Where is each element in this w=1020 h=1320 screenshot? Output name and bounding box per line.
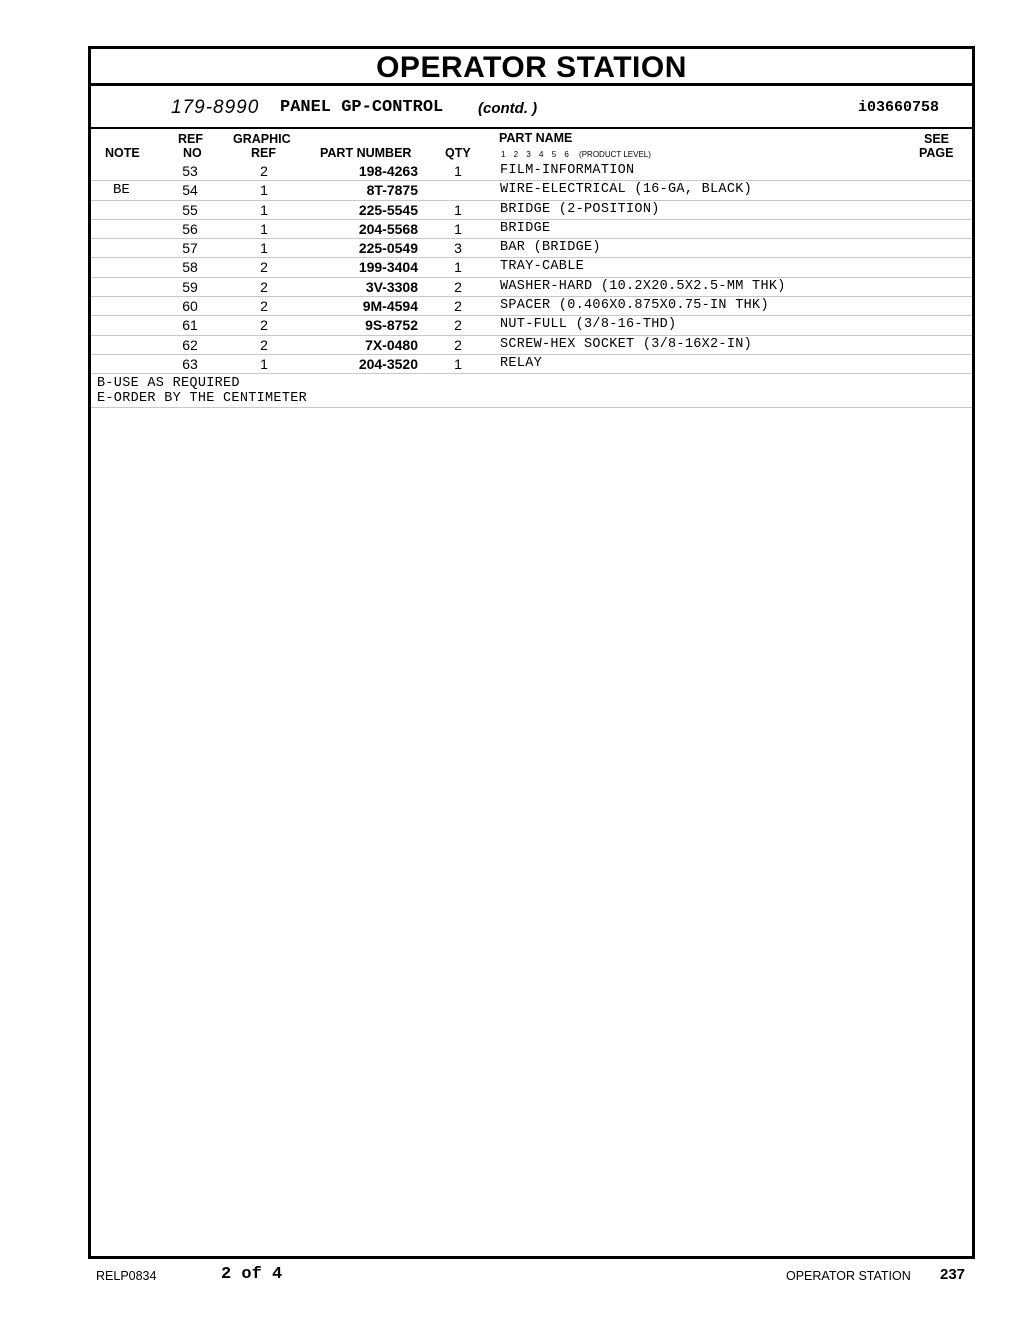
row-graphic-ref: 2 xyxy=(260,317,268,334)
row-part-name: NUT-FULL (3/8-16-THD) xyxy=(500,317,677,333)
row-graphic-ref: 2 xyxy=(260,336,268,353)
col-ref-top: REF xyxy=(178,132,203,146)
row-part-number: 198-4263 xyxy=(358,163,418,179)
row-part-number: 9M-4594 xyxy=(362,298,418,315)
row-graphic-ref: 2 xyxy=(260,259,268,276)
row-ref: 54 xyxy=(182,182,198,199)
row-ref: 58 xyxy=(182,259,198,276)
row-qty: 1 xyxy=(454,163,462,179)
row-ref: 59 xyxy=(182,278,198,295)
row-qty: 2 xyxy=(454,278,462,295)
row-ref: 60 xyxy=(182,298,198,315)
row-part-name: BRIDGE (2-POSITION) xyxy=(500,201,660,217)
row-ref: 62 xyxy=(182,336,198,353)
illustration-id: i03660758 xyxy=(858,99,940,116)
col-graphic-top: GRAPHIC xyxy=(233,132,291,146)
footer-section: OPERATOR STATION xyxy=(786,1269,911,1283)
parts-table xyxy=(91,162,972,408)
row-ref: 56 xyxy=(182,220,198,237)
row-part-number: 204-5568 xyxy=(358,220,418,237)
table-row xyxy=(91,162,972,181)
row-ref: 55 xyxy=(182,201,198,218)
row-part-name: RELAY xyxy=(500,355,543,371)
row-qty: 3 xyxy=(454,240,462,257)
assembly-name: PANEL GP-CONTROL xyxy=(280,98,444,117)
row-part-number: 9S-8752 xyxy=(365,317,418,334)
row-part-name: BAR (BRIDGE) xyxy=(500,240,601,256)
note-e: E-ORDER BY THE CENTIMETER xyxy=(97,391,308,407)
col-see-bottom: PAGE xyxy=(919,146,954,160)
col-part-name: PART NAME xyxy=(499,131,573,145)
page-number: 237 xyxy=(940,1266,966,1283)
row-graphic-ref: 2 xyxy=(260,278,268,295)
col-qty: QTY xyxy=(445,146,471,160)
row-graphic-ref: 1 xyxy=(260,182,268,199)
table-row xyxy=(91,258,972,277)
row-part-name: BRIDGE xyxy=(500,220,551,236)
notes-block xyxy=(91,374,972,408)
row-ref: 63 xyxy=(182,355,198,372)
product-level-label: (PRODUCT LEVEL) xyxy=(579,150,651,159)
table-row xyxy=(91,201,972,220)
row-qty: 2 xyxy=(454,336,462,353)
row-part-number: 8T-7875 xyxy=(366,182,418,199)
row-graphic-ref: 1 xyxy=(260,220,268,237)
row-part-number: 225-5545 xyxy=(358,201,418,218)
row-part-number: 7X-0480 xyxy=(365,336,418,353)
doc-code: RELP0834 xyxy=(96,1269,157,1283)
parts-page-frame xyxy=(88,46,975,1259)
row-graphic-ref: 1 xyxy=(260,355,268,372)
row-part-name: WASHER-HARD (10.2X20.5X2.5-MM THK) xyxy=(500,278,786,294)
row-qty: 1 xyxy=(454,201,462,218)
assembly-number: 179-8990 xyxy=(171,97,260,118)
section-title: OPERATOR STATION xyxy=(376,51,687,84)
product-level-numbers: 1 2 3 4 5 6 xyxy=(501,150,569,159)
assembly-continued: (contd. ) xyxy=(478,100,538,117)
row-part-name: FILM-INFORMATION xyxy=(500,163,635,178)
row-part-name: TRAY-CABLE xyxy=(500,259,585,275)
col-part-number: PART NUMBER xyxy=(320,146,412,160)
col-ref-bottom: NO xyxy=(183,146,202,160)
row-graphic-ref: 2 xyxy=(260,163,268,179)
product-levels xyxy=(501,150,651,159)
row-graphic-ref: 1 xyxy=(260,240,268,257)
table-row xyxy=(91,355,972,374)
row-part-number: 225-0549 xyxy=(358,240,418,257)
row-part-name: SPACER (0.406X0.875X0.75-IN THK) xyxy=(500,298,769,314)
assembly-line xyxy=(91,86,972,129)
table-row xyxy=(91,297,972,316)
row-part-number: 204-3520 xyxy=(358,355,418,372)
row-part-number: 199-3404 xyxy=(358,259,418,276)
table-row xyxy=(91,220,972,239)
row-part-number: 3V-3308 xyxy=(365,278,418,295)
table-row xyxy=(91,316,972,335)
row-ref: 53 xyxy=(182,163,198,179)
col-graphic-bottom: REF xyxy=(251,146,276,160)
page-of: 2 of 4 xyxy=(221,1265,283,1284)
row-part-name: WIRE-ELECTRICAL (16-GA, BLACK) xyxy=(500,182,753,198)
row-qty: 1 xyxy=(454,259,462,276)
note-b: B-USE AS REQUIRED xyxy=(97,376,240,392)
table-row xyxy=(91,278,972,297)
col-see-top: SEE xyxy=(924,132,950,146)
row-part-name: SCREW-HEX SOCKET (3/8-16X2-IN) xyxy=(500,336,753,352)
row-qty: 1 xyxy=(454,355,462,372)
row-qty: 2 xyxy=(454,298,462,315)
section-title-bar xyxy=(91,49,972,86)
col-note: NOTE xyxy=(105,146,140,160)
row-note: BE xyxy=(113,182,130,199)
row-graphic-ref: 1 xyxy=(260,201,268,218)
table-row xyxy=(91,239,972,258)
row-qty: 1 xyxy=(454,220,462,237)
row-ref: 61 xyxy=(182,317,198,334)
row-ref: 57 xyxy=(182,240,198,257)
row-qty: 2 xyxy=(454,317,462,334)
table-row xyxy=(91,181,972,200)
table-row xyxy=(91,336,972,355)
row-graphic-ref: 2 xyxy=(260,298,268,315)
